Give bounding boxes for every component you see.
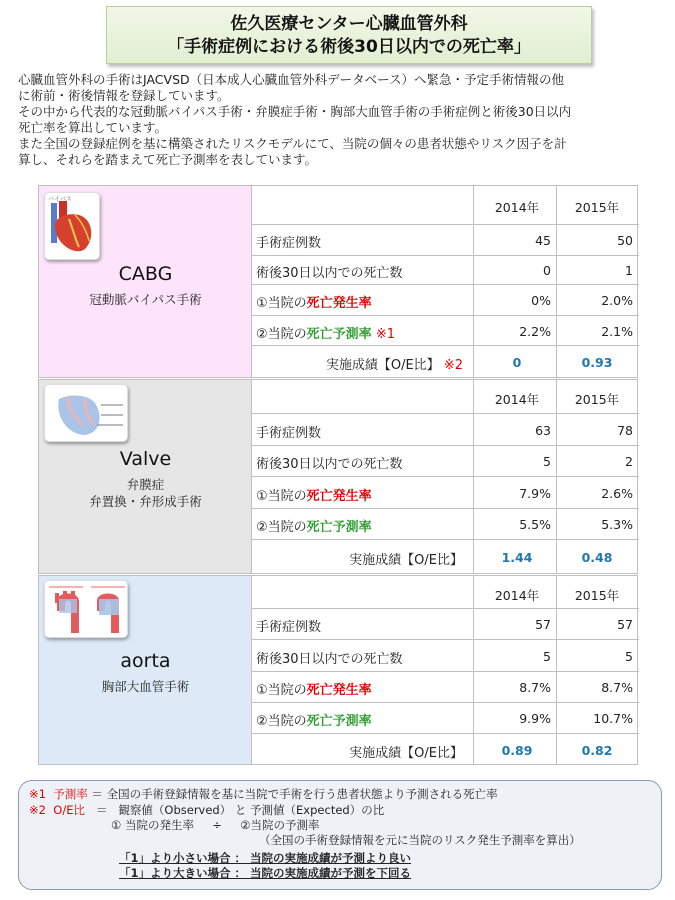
col-2014: 2014年 [494,588,540,603]
rate-2015: 8.7% [601,680,633,695]
page-subtitle: 「手術症例における術後30日以内での死亡率」 [167,37,531,57]
note-more: 「1」より大きい場合 ： 当院の実施成績が予測を下回る [119,866,412,880]
col-2015: 2015年 [574,200,620,215]
note-2-formula: ① 当院の発生率 ÷ ②当院の予測率 [111,818,320,832]
aorta-icon [45,581,128,638]
deaths-2014: 0 [543,263,551,278]
oe-label: 実施成績【O/E比】 [349,553,463,568]
rate-2014: 0% [531,293,551,308]
aorta-label-cell [39,576,252,764]
col-2014: 2014年 [494,200,540,215]
pred-2014: 2.2% [519,324,551,339]
cases-2015: 50 [617,233,633,248]
page-title: 佐久医療センター心臓血管外科 [230,14,468,34]
cabg-data [252,186,639,377]
intro-line: 心臓血管外科の手術はJACVSD（日本成人心臓血管外科データベース）へ緊急・予定手術情報の他 [18,72,565,87]
intro-line: 算し、それらを踏まえて死亡予測率を表しています。 [18,152,318,167]
table-row [252,414,639,446]
title-box [106,6,592,64]
cases-2014: 45 [535,233,551,248]
valve-label-cell [39,380,252,573]
cases-2015: 78 [617,423,633,438]
pred-2014: 5.5% [519,517,551,532]
header-row [252,186,639,225]
oe-2014: 0.89 [501,743,533,758]
oe-2015: 0.82 [581,743,613,758]
deaths-label: 術後30日以内での死亡数 [256,457,403,472]
table-row [252,703,639,734]
pred-label: ②当院の死亡予測率 [256,714,372,729]
table-row [252,285,639,316]
rate-2015: 2.6% [601,486,633,501]
table-row [252,609,639,640]
aorta-image [44,580,128,638]
pred-2015: 10.7% [593,711,633,726]
oe-2015: 0.93 [581,355,613,370]
intro-line: その中から代表的な冠動脈バイパス手術・弁膜症手術・胸部大血管手術の手術症例と術後30日以内 [18,104,572,119]
intro-text [18,72,668,168]
table-row [252,446,639,477]
rate-2014: 8.7% [519,680,551,695]
deaths-2014: 5 [543,454,551,469]
heart-valve-image [44,384,128,442]
table-row [252,540,639,575]
pred-2014: 9.9% [519,711,551,726]
cases-label: 手術症例数 [256,620,322,635]
note-2-detail: （全国の手術登録情報を元に当院のリスク発生予測率を算出） [259,833,581,847]
col-2014: 2014年 [494,392,540,407]
valve-data [252,380,639,573]
table-row [252,477,639,509]
deaths-2015: 5 [625,649,633,664]
section-name: CABG [118,263,173,285]
table-row [252,672,639,703]
section-name: Valve [119,448,172,470]
pred-2015: 2.1% [601,324,633,339]
cases-2014: 57 [535,617,551,632]
rate-2014: 7.9% [519,486,551,501]
cases-label: 手術症例数 [256,426,322,441]
intro-line: 死亡率を算出しています。 [18,120,168,135]
aorta-panel [38,575,638,765]
note-2: ※2 O/E比 ＝ 観察値（Observed） と 予測値（Expected）の比 [29,803,385,817]
rate-label: ①当院の死亡発生率 [256,489,372,504]
cases-2014: 63 [535,423,551,438]
table-row [252,346,639,379]
intro-line: に術前・術後情報を登録しています。 [18,88,230,103]
col-2015: 2015年 [574,588,620,603]
header-row [252,380,639,414]
table-row [252,509,639,540]
valve-icon [45,385,128,442]
oe-label: 実施成績【O/E比】 [349,746,463,761]
pred-label: ②当院の死亡予測率 ※1 [256,327,395,342]
thumb-label: バイパス [48,196,72,203]
deaths-2015: 2 [625,454,633,469]
deaths-2015: 1 [625,263,633,278]
section-name: aorta [120,650,171,672]
table-row [252,256,639,285]
intro-line: また全国の登録症例を基に構築されたリスクモデルにて、当院の個々の患者状態やリスク因子を計 [18,136,567,151]
col-2015: 2015年 [574,392,620,407]
note-less: 「1」より小さい場合 ： 当院の実施成績が予測より良い [119,851,412,865]
header-row [252,576,639,609]
section-sub: 胸部大血管手術 [101,679,190,694]
section-sub2: 弁置換・弁形成手術 [89,494,202,509]
valve-panel [38,379,638,574]
cabg-label-cell [39,186,252,377]
rate-2015: 2.0% [601,293,633,308]
oe-2014: 0 [512,355,522,370]
cases-label: 手術症例数 [256,236,322,251]
heart-icon [45,193,100,260]
pred-label: ②当院の死亡予測率 [256,520,372,535]
oe-label: 実施成績【O/E比】 ※2 [325,358,463,373]
section-sub: 弁膜症 [126,477,165,492]
cabg-panel [38,185,638,378]
section-sub: 冠動脈バイパス手術 [89,292,202,307]
table-row [252,640,639,672]
deaths-label: 術後30日以内での死亡数 [256,652,403,667]
oe-2014: 1.44 [501,550,533,565]
rate-label: ①当院の死亡発生率 [256,296,372,311]
table-row [252,316,639,346]
table-row [252,734,639,766]
table-row [252,225,639,256]
oe-2015: 0.48 [581,550,613,565]
note-1: ※1 予測率 ＝ 全国の手術登録情報を基に当院で手術を行う患者状態より予測される死亡率 [29,787,498,801]
notes-box [18,780,662,890]
pred-2015: 5.3% [601,517,633,532]
rate-label: ①当院の死亡発生率 [256,683,372,698]
deaths-label: 術後30日以内での死亡数 [256,266,403,281]
cases-2015: 57 [617,617,633,632]
aorta-data [252,576,639,764]
deaths-2014: 5 [543,649,551,664]
heart-bypass-image [44,192,100,260]
